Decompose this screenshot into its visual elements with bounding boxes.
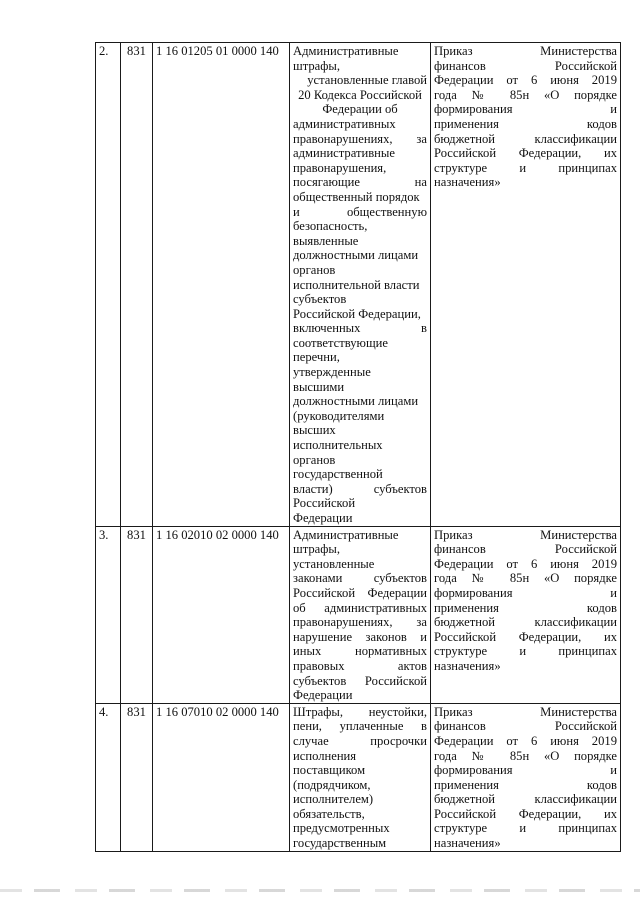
text-line: нарушение законов и bbox=[293, 629, 427, 644]
text-line: года № 85н «О порядке bbox=[434, 87, 617, 102]
row-number: 3. bbox=[96, 526, 121, 703]
row-number: 4. bbox=[96, 703, 121, 851]
text-line: высших bbox=[293, 423, 336, 438]
admin-code: 831 bbox=[121, 526, 153, 703]
text-line: Федерации bbox=[293, 511, 353, 525]
text-line: пени, уплаченные в bbox=[293, 719, 427, 734]
revenue-name bbox=[290, 703, 431, 851]
text-line: Федерации bbox=[293, 688, 353, 703]
legal-basis bbox=[431, 526, 621, 703]
admin-code: 831 bbox=[121, 43, 153, 527]
text-line: 20 Кодекса Российской bbox=[298, 87, 422, 102]
text-line: Российской Федерации, их bbox=[434, 806, 617, 821]
text-line: Российской Федерации bbox=[293, 585, 427, 600]
text-line: исполнителем) bbox=[293, 792, 374, 807]
text-line: штрафы, bbox=[293, 542, 341, 557]
text-line: перечни, bbox=[293, 350, 340, 365]
revenue-codes-table bbox=[95, 42, 621, 852]
table-body bbox=[96, 43, 621, 852]
text-line: законами субъектов bbox=[293, 571, 427, 586]
text-line: государственной bbox=[293, 467, 383, 482]
text-line: Административные bbox=[293, 527, 399, 542]
text-line: финансов Российской bbox=[434, 58, 617, 73]
text-line: предусмотренных bbox=[293, 821, 390, 836]
text-line: об административных bbox=[293, 600, 427, 615]
text-line: финансов Российской bbox=[434, 542, 617, 557]
scan-noise-strip bbox=[0, 889, 640, 892]
text-line: субъектов bbox=[293, 292, 347, 307]
text-line: органов bbox=[293, 452, 336, 467]
text-line: Федерации от 6 июня 2019 bbox=[434, 556, 617, 571]
text-line: Федерации об bbox=[322, 102, 398, 117]
text-line: Российской Федерации, их bbox=[434, 146, 617, 161]
text-line: назначения» bbox=[434, 658, 501, 673]
text-line: Федерации от 6 июня 2019 bbox=[434, 733, 617, 748]
budget-classification-code: 1 16 02010 02 0000 140 bbox=[153, 526, 290, 703]
text-line: случае просрочки bbox=[293, 733, 427, 748]
text-line: иных нормативных bbox=[293, 644, 427, 659]
text-line: (подрядчиком, bbox=[293, 777, 371, 792]
text-line: применения кодов bbox=[434, 600, 617, 615]
text-line: применения кодов bbox=[434, 116, 617, 131]
text-line: Российской Федерации, их bbox=[434, 629, 617, 644]
text-line: Приказ Министерства bbox=[434, 704, 617, 719]
text-line: года № 85н «О порядке bbox=[434, 748, 617, 763]
text-line: формирования и bbox=[434, 763, 617, 778]
text-line: высшими bbox=[293, 379, 345, 394]
text-line: исполнения bbox=[293, 748, 357, 763]
text-line: структуре и принципах bbox=[434, 160, 617, 175]
text-line: посягающие на bbox=[293, 175, 427, 190]
budget-classification-code: 1 16 07010 02 0000 140 bbox=[153, 703, 290, 851]
revenue-name bbox=[290, 526, 431, 703]
text-line: поставщиком bbox=[293, 763, 366, 778]
text-line: утвержденные bbox=[293, 365, 371, 380]
text-line: обязательств, bbox=[293, 806, 365, 821]
table-row bbox=[96, 526, 621, 703]
text-line: соответствующие bbox=[293, 335, 388, 350]
text-line: государственным bbox=[293, 836, 387, 851]
text-line: Приказ Министерства bbox=[434, 44, 617, 58]
text-line: бюджетной классификации bbox=[434, 615, 617, 630]
text-line: субъектов Российской bbox=[293, 673, 427, 688]
text-line: власти) субъектов bbox=[293, 481, 427, 496]
row-number: 2. bbox=[96, 43, 121, 527]
text-line: штрафы, bbox=[293, 58, 341, 73]
table-row bbox=[96, 43, 621, 527]
text-line: установленные bbox=[293, 556, 375, 571]
text-line: Административные bbox=[293, 44, 399, 58]
text-line: финансов Российской bbox=[434, 719, 617, 734]
text-line: выявленные bbox=[293, 233, 359, 248]
text-line: установленные главой bbox=[307, 73, 427, 88]
text-line: правонарушениях, за bbox=[293, 615, 427, 630]
text-line: Штрафы, неустойки, bbox=[293, 704, 427, 719]
text-line: года № 85н «О порядке bbox=[434, 571, 617, 586]
text-line: исполнительной власти bbox=[293, 277, 420, 292]
text-line: назначения» bbox=[434, 836, 501, 851]
text-line: правовых актов bbox=[293, 658, 427, 673]
text-line: Российской bbox=[293, 496, 356, 511]
text-line: назначения» bbox=[434, 175, 501, 190]
text-line: Приказ Министерства bbox=[434, 527, 617, 542]
budget-classification-code: 1 16 01205 01 0000 140 bbox=[153, 43, 290, 527]
text-line: безопасность, bbox=[293, 219, 368, 234]
text-line: Федерации от 6 июня 2019 bbox=[434, 73, 617, 88]
table-row bbox=[96, 703, 621, 851]
text-line: административных bbox=[293, 116, 396, 131]
text-line: структуре и принципах bbox=[434, 644, 617, 659]
text-line: должностными лицами bbox=[293, 394, 419, 409]
text-line: и общественную bbox=[293, 204, 427, 219]
text-line: включенных в bbox=[293, 321, 427, 336]
text-line: исполнительных bbox=[293, 438, 383, 453]
text-line: Российской Федерации, bbox=[293, 306, 421, 321]
text-line: бюджетной классификации bbox=[434, 792, 617, 807]
text-line: формирования и bbox=[434, 102, 617, 117]
revenue-name bbox=[290, 43, 431, 527]
text-line: административные bbox=[293, 146, 395, 161]
text-line: должностными лицами bbox=[293, 248, 419, 263]
text-line: общественный порядок bbox=[293, 189, 420, 204]
text-line: формирования и bbox=[434, 585, 617, 600]
text-line: применения кодов bbox=[434, 777, 617, 792]
text-line: бюджетной классификации bbox=[434, 131, 617, 146]
text-line: (руководителями bbox=[293, 408, 385, 423]
text-line: структуре и принципах bbox=[434, 821, 617, 836]
text-line: правонарушениях, за bbox=[293, 131, 427, 146]
legal-basis bbox=[431, 703, 621, 851]
text-line: правонарушения, bbox=[293, 160, 387, 175]
text-line: органов bbox=[293, 262, 336, 277]
legal-basis bbox=[431, 43, 621, 527]
admin-code: 831 bbox=[121, 703, 153, 851]
